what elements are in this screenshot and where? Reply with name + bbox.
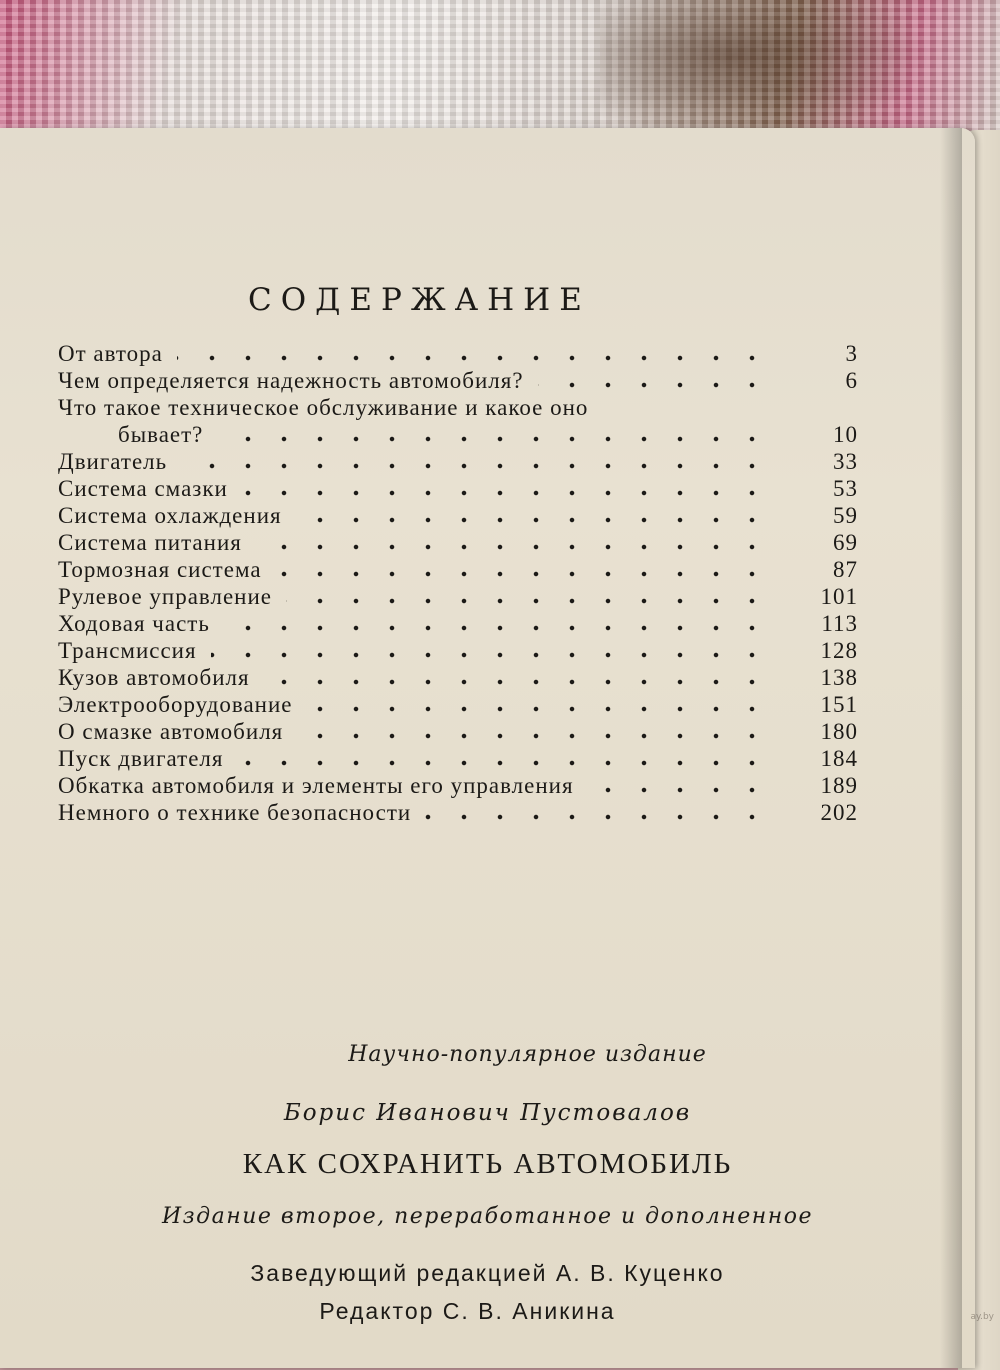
toc-entry-label: Электрооборудование xyxy=(58,692,293,717)
toc-entry-page-number: 6 xyxy=(845,368,858,393)
table-of-contents xyxy=(58,340,858,826)
toc-entry xyxy=(58,718,858,745)
toc-dot-leader xyxy=(256,542,770,552)
imprint-author: Борис Иванович Пустовалов xyxy=(283,1100,692,1126)
toc-title: СОДЕРЖАНИЕ xyxy=(248,282,591,318)
toc-entry-label: Тормозная система xyxy=(58,557,262,582)
toc-entry xyxy=(58,556,858,583)
toc-dot-leader xyxy=(242,488,770,498)
watermark: ay.by xyxy=(970,1312,994,1322)
toc-entry-page-number: 53 xyxy=(833,476,858,501)
toc-dot-leader xyxy=(181,461,770,471)
toc-entry-label: Ходовая часть xyxy=(58,611,210,636)
toc-entry-label: Обкатка автомобиля и элементы его управления xyxy=(58,773,574,798)
toc-entry-page-number: 113 xyxy=(821,611,858,636)
imprint-book-title: КАК СОХРАНИТЬ АВТОМОБИЛЬ xyxy=(242,1148,733,1180)
toc-entry xyxy=(58,745,858,772)
toc-dot-leader xyxy=(286,596,770,606)
imprint-editor-head: Заведующий редакцией А. В. Куценко xyxy=(250,1260,725,1286)
imprint-edition: Издание второе, переработанное и дополненное xyxy=(161,1204,814,1229)
toc-entry-page-number: 59 xyxy=(833,503,858,528)
toc-dot-leader xyxy=(264,677,770,687)
toc-entry-page-number: 202 xyxy=(820,800,858,825)
toc-entry xyxy=(58,664,858,691)
toc-entry-page-number: 189 xyxy=(820,773,858,798)
toc-entry-label: Рулевое управление xyxy=(58,584,272,609)
toc-entry-label: Кузов автомобиля xyxy=(58,665,250,690)
toc-entry xyxy=(58,610,858,637)
toc-entry xyxy=(58,637,858,664)
toc-dot-leader xyxy=(237,758,770,768)
toc-entry-page-number: 138 xyxy=(820,665,858,690)
toc-entry-label-continuation: бывает? xyxy=(118,422,204,447)
toc-entry xyxy=(58,583,858,610)
toc-entry-label: Система питания xyxy=(58,530,242,555)
toc-entry xyxy=(58,394,858,448)
toc-entry-label: Система охлаждения xyxy=(58,503,282,528)
toc-entry-label: Что такое техническое обслуживание и какое оно xyxy=(58,395,589,420)
toc-entry-label: Трансмиссия xyxy=(58,638,197,663)
toc-entry-label: О смазке автомобиля xyxy=(58,719,284,744)
toc-entry-page-number: 180 xyxy=(820,719,858,744)
toc-dot-leader xyxy=(297,731,770,741)
toc-dot-leader xyxy=(588,785,770,795)
toc-dot-leader xyxy=(276,569,770,579)
toc-entry-label: Пуск двигателя xyxy=(58,746,224,771)
toc-entry xyxy=(58,367,858,394)
page-gutter-shadow xyxy=(940,128,962,1368)
toc-entry-page-number: 33 xyxy=(833,449,858,474)
toc-dot-leader xyxy=(296,515,770,525)
toc-entry xyxy=(58,799,858,826)
imprint-genre: Научно-популярное издание xyxy=(348,1042,707,1067)
toc-entry-label: Система смазки xyxy=(58,476,228,501)
toc-entry xyxy=(58,475,858,502)
toc-entry-page-number: 151 xyxy=(820,692,858,717)
toc-entry-label: От автора xyxy=(58,341,163,366)
toc-entry-page-number: 184 xyxy=(820,746,858,771)
toc-entry-page-number: 3 xyxy=(845,341,858,366)
toc-entry-label: Двигатель xyxy=(58,449,168,474)
toc-entry xyxy=(58,529,858,556)
toc-dot-leader xyxy=(177,353,770,363)
toc-entry xyxy=(58,340,858,367)
toc-entry-page-number: 69 xyxy=(833,530,858,555)
toc-entry xyxy=(58,691,858,718)
toc-entry xyxy=(58,448,858,475)
imprint-editor: Редактор С. В. Аникина xyxy=(319,1298,616,1324)
toc-dot-leader xyxy=(538,380,770,390)
background-fabric-pattern xyxy=(600,0,930,140)
toc-entry-page-number: 10 xyxy=(833,422,858,447)
toc-dot-leader xyxy=(307,704,770,714)
toc-entry-page-number: 128 xyxy=(820,638,858,663)
toc-entry-label: Немного о технике безопасности xyxy=(58,800,412,825)
toc-entry-label: Чем определяется надежность автомобиля? xyxy=(58,368,524,393)
toc-entry xyxy=(58,502,858,529)
toc-dot-leader xyxy=(425,812,770,822)
toc-dot-leader xyxy=(224,623,770,633)
toc-entry xyxy=(58,772,858,799)
toc-dot-leader xyxy=(211,650,770,660)
toc-entry-page-number: 101 xyxy=(820,584,858,609)
toc-entry-page-number: 87 xyxy=(833,557,858,582)
toc-dot-leader xyxy=(217,434,770,444)
